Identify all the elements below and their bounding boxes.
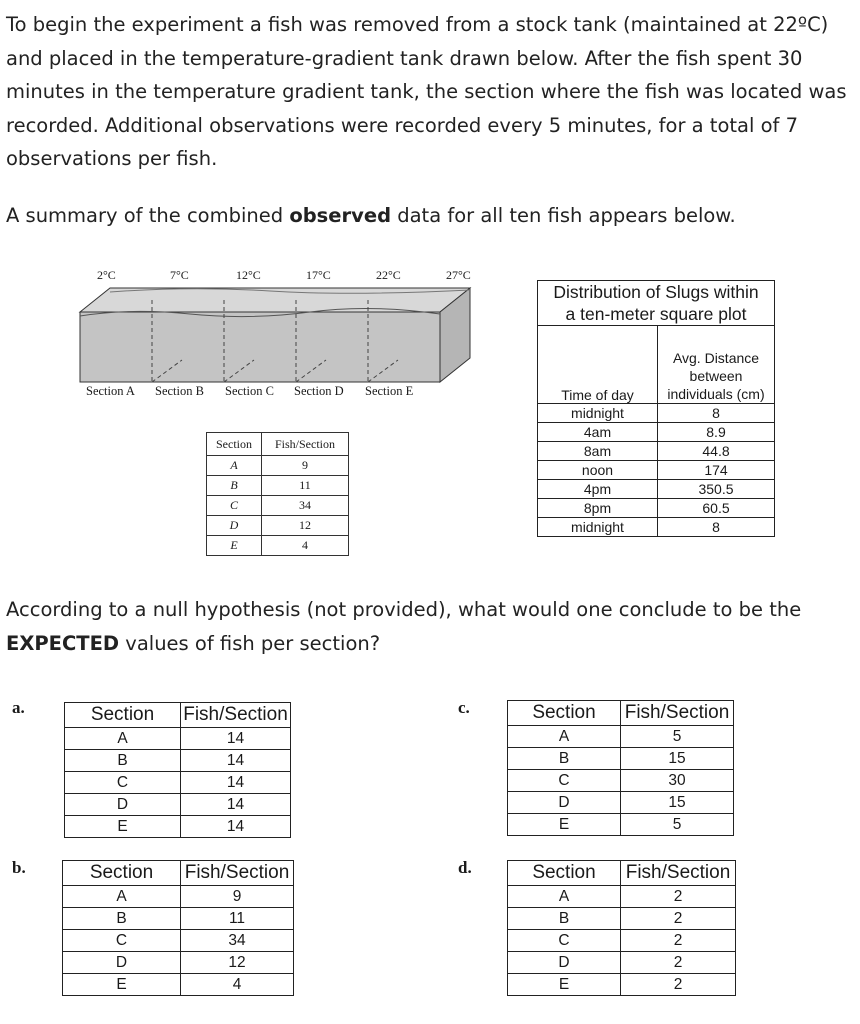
table-header: Section <box>65 703 181 728</box>
table-row <box>538 518 775 537</box>
temp-label: 17°C <box>306 268 331 282</box>
table-row <box>508 886 736 908</box>
table-row <box>508 908 736 930</box>
section-label: Section E <box>365 384 414 398</box>
table-cell: D <box>207 516 262 536</box>
table-cell: 350.5 <box>658 480 775 499</box>
header-line: individuals (cm) <box>667 386 765 402</box>
table-row <box>538 442 775 461</box>
question-post: values of fish per section? <box>119 631 381 655</box>
table-cell: B <box>65 750 181 772</box>
table-cell: A <box>63 886 181 908</box>
table-header: Section <box>63 861 181 886</box>
table-header: Fish/Section <box>262 433 349 456</box>
temp-label: 7°C <box>170 268 189 282</box>
table-row <box>538 461 775 480</box>
intro-paragraph: To begin the experiment a fish was removed from a stock tank (maintained at 22ºC) and placed in the temperature-gradient tank drawn below. After the fish spent 30 minutes in the temperature gradient tank, the section where the fish was located was recorded. Additional observations were recorded every 5 minutes, for a total of 7 observations per fish. <box>6 13 847 170</box>
table-cell: 8.9 <box>658 423 775 442</box>
option-d-label[interactable]: d. <box>458 858 472 877</box>
table-row <box>65 794 291 816</box>
table-cell: midnight <box>538 518 658 537</box>
table-cell: 14 <box>181 728 291 750</box>
table-cell: 4 <box>181 974 294 996</box>
section-label: Section D <box>294 384 344 398</box>
table-header: Fish/Section <box>621 861 736 886</box>
temp-label: 22°C <box>376 268 401 282</box>
temp-label: 2°C <box>97 268 116 282</box>
table-cell: 2 <box>621 974 736 996</box>
table-cell: 4 <box>262 536 349 556</box>
table-row <box>207 456 349 476</box>
table-cell: 14 <box>181 816 291 838</box>
table-cell: 34 <box>181 930 294 952</box>
option-c-table[interactable] <box>507 700 734 836</box>
table-row <box>207 516 349 536</box>
table-cell: A <box>65 728 181 750</box>
table-cell: C <box>508 770 621 792</box>
table-row <box>508 792 734 814</box>
table-row <box>508 814 734 836</box>
table-row <box>63 908 294 930</box>
table-header: Fish/Section <box>181 703 291 728</box>
option-b-label[interactable]: b. <box>12 858 26 877</box>
table-header: Section <box>508 701 621 726</box>
table-cell: 30 <box>621 770 734 792</box>
table-row <box>63 952 294 974</box>
section-label: Section C <box>225 384 274 398</box>
table-cell: C <box>65 772 181 794</box>
table-cell: E <box>207 536 262 556</box>
question-pre: According to a null hypothesis (not provided), what would one conclude to be the <box>6 598 802 621</box>
header-line: Avg. Distance <box>672 350 760 366</box>
table-cell: E <box>65 816 181 838</box>
section-label: Section B <box>155 384 204 398</box>
table-row <box>538 404 775 423</box>
table-cell: 4pm <box>538 480 658 499</box>
table-cell: 5 <box>621 814 734 836</box>
slug-distribution-table <box>537 280 775 537</box>
table-cell: 174 <box>658 461 775 480</box>
table-cell: C <box>508 930 621 952</box>
table-header: Section <box>207 433 262 456</box>
table-cell: B <box>508 748 621 770</box>
table-cell: E <box>508 974 621 996</box>
table-cell: 8 <box>658 518 775 537</box>
table-header: Fish/Section <box>621 701 734 726</box>
table-row <box>207 496 349 516</box>
option-b-table[interactable] <box>62 860 294 996</box>
table-cell: 44.8 <box>658 442 775 461</box>
temp-label: 12°C <box>236 268 261 282</box>
table-cell: D <box>508 792 621 814</box>
table-cell: 2 <box>621 952 736 974</box>
table-cell: 15 <box>621 748 734 770</box>
table-row <box>508 930 736 952</box>
title-line: Distribution of Slugs within <box>553 282 759 302</box>
table-cell: 5 <box>621 726 734 748</box>
summary-text-post: data for all ten fish appears below. <box>391 204 736 227</box>
question-text <box>6 593 856 660</box>
table-cell: 2 <box>621 908 736 930</box>
table-row <box>538 480 775 499</box>
table-cell: E <box>63 974 181 996</box>
table-header: Fish/Section <box>181 861 294 886</box>
question-bold: EXPECTED <box>6 631 120 655</box>
table-cell: B <box>207 476 262 496</box>
table-cell: 34 <box>262 496 349 516</box>
table-cell: 60.5 <box>658 499 775 518</box>
table-row <box>508 974 736 996</box>
title-line: a ten-meter square plot <box>565 304 747 324</box>
table-cell: 14 <box>181 750 291 772</box>
temp-label: 27°C <box>446 268 471 282</box>
table-row <box>207 476 349 496</box>
table-cell: 12 <box>181 952 294 974</box>
table-cell: 9 <box>181 886 294 908</box>
table-cell: 11 <box>181 908 294 930</box>
table-row <box>207 536 349 556</box>
table-cell: 11 <box>262 476 349 496</box>
table-cell: noon <box>538 461 658 480</box>
table-cell: 2 <box>621 886 736 908</box>
table-row <box>63 886 294 908</box>
table-row <box>538 499 775 518</box>
table-cell: 9 <box>262 456 349 476</box>
header-line: between <box>689 368 743 384</box>
table-cell: D <box>508 952 621 974</box>
option-c-label[interactable]: c. <box>458 698 470 717</box>
option-a-table[interactable] <box>64 702 291 838</box>
observed-data-table <box>206 432 349 556</box>
table-cell: B <box>63 908 181 930</box>
table-row <box>63 930 294 952</box>
table-cell: 4am <box>538 423 658 442</box>
table-cell: D <box>63 952 181 974</box>
summary-bold: observed <box>289 204 392 227</box>
time-header: Time of day <box>538 326 658 404</box>
table-cell: midnight <box>538 404 658 423</box>
table-cell: A <box>508 726 621 748</box>
option-d-table[interactable] <box>507 860 736 996</box>
table-row <box>65 816 291 838</box>
table-row <box>63 974 294 996</box>
option-a-label[interactable]: a. <box>12 698 25 717</box>
slug-table-title <box>538 281 775 326</box>
table-cell: E <box>508 814 621 836</box>
table-cell: 8pm <box>538 499 658 518</box>
table-cell: A <box>508 886 621 908</box>
table-cell: 2 <box>621 930 736 952</box>
table-cell: 12 <box>262 516 349 536</box>
distance-header <box>658 326 775 404</box>
table-cell: 14 <box>181 772 291 794</box>
table-cell: 8 <box>658 404 775 423</box>
summary-text-pre: A summary of the combined <box>6 204 290 227</box>
table-row <box>508 952 736 974</box>
table-row <box>508 748 734 770</box>
table-header: Section <box>508 861 621 886</box>
table-row <box>65 750 291 772</box>
table-cell: C <box>63 930 181 952</box>
table-cell: 14 <box>181 794 291 816</box>
table-row <box>538 423 775 442</box>
tank-drawing <box>70 282 480 387</box>
section-label: Section A <box>86 384 135 398</box>
table-cell: B <box>508 908 621 930</box>
table-cell: C <box>207 496 262 516</box>
table-row <box>508 726 734 748</box>
table-row <box>508 770 734 792</box>
table-row <box>65 728 291 750</box>
table-cell: 15 <box>621 792 734 814</box>
table-cell: A <box>207 456 262 476</box>
table-cell: 8am <box>538 442 658 461</box>
table-row <box>65 772 291 794</box>
summary-sentence <box>6 199 856 233</box>
table-cell: D <box>65 794 181 816</box>
